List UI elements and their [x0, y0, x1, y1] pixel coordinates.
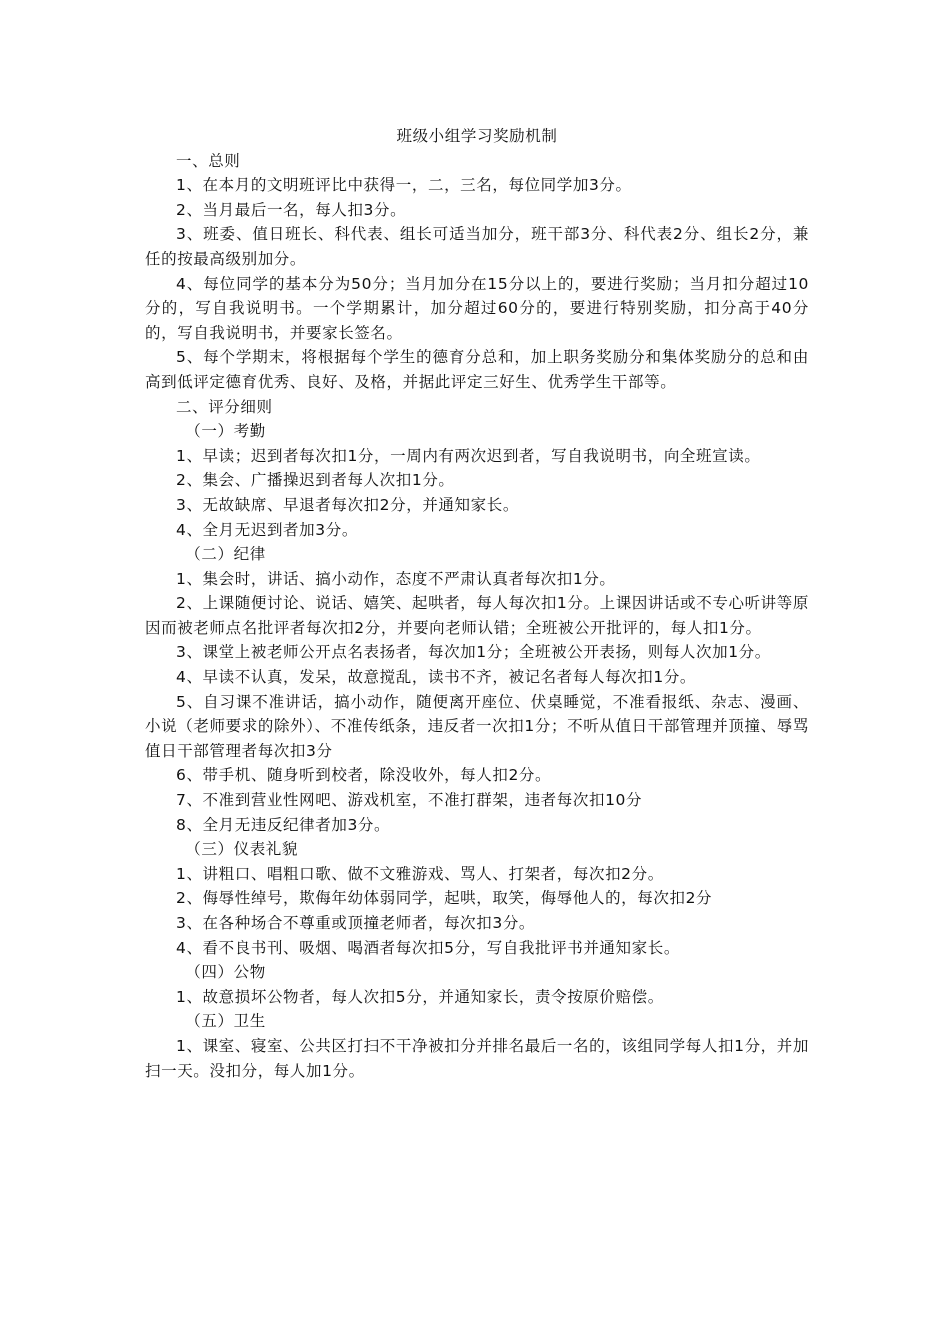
- paragraph: 2、上课随便讨论、说话、嬉笑、起哄者，每人每次扣1分。上课因讲话或不专心听讲等原因而被老师点名批评者每次扣2分，并要向老师认错；全班被公开批评的，每人扣1分。: [145, 594, 809, 637]
- paragraph: 1、讲粗口、唱粗口歌、做不文雅游戏、骂人、打架者，每次扣2分。: [176, 864, 664, 883]
- paragraph: 1、集会时，讲话、搞小动作，态度不严肃认真者每次扣1分。: [176, 569, 616, 588]
- section-heading-general: 一、总则: [176, 151, 241, 170]
- paragraph: 4、全月无迟到者加3分。: [176, 520, 358, 539]
- paragraph: 7、不准到营业性网吧、游戏机室，不准打群架，违者每次扣10分: [176, 791, 643, 810]
- paragraph: 2、集会、广播操迟到者每人次扣1分。: [176, 471, 455, 490]
- subsection-heading-public-property: （四）公物: [185, 963, 266, 982]
- paragraph: 4、看不良书刊、吸烟、喝酒者每次扣5分，写自我批评书并通知家长。: [176, 938, 680, 957]
- paragraph: 3、无故缺席、早退者每次扣2分，并通知家长。: [176, 495, 519, 514]
- paragraph: 2、侮辱性绰号，欺侮年幼体弱同学，起哄，取笑，侮辱他人的，每次扣2分: [176, 889, 713, 908]
- paragraph: 3、课堂上被老师公开点名表扬者，每次加1分；全班被公开表扬，则每人次加1分。: [176, 643, 771, 662]
- subsection-heading-hygiene: （五）卫生: [185, 1012, 266, 1031]
- paragraph: 1、在本月的文明班评比中获得一，二，三名，每位同学加3分。: [176, 176, 632, 195]
- paragraph: 4、早读不认真，发呆，故意搅乱，读书不齐，被记名者每人每次扣1分。: [176, 668, 697, 687]
- subsection-heading-manners: （三）仪表礼貌: [185, 840, 298, 859]
- paragraph: 4、每位同学的基本分为50分；当月加分在15分以上的，要进行奖励；当月扣分超过10分的，写自我说明书。一个学期累计，加分超过60分的，要进行特别奖励，扣分高于40分的，写自我说明书，并要家长签名。: [145, 274, 809, 342]
- section-heading-scoring-rules: 二、评分细则: [176, 397, 273, 416]
- paragraph: 1、故意损坏公物者，每人次扣5分，并通知家长，责令按原价赔偿。: [176, 987, 664, 1006]
- document-body: [145, 124, 809, 1083]
- paragraph: 6、带手机、随身听到校者，除没收外，每人扣2分。: [176, 766, 552, 785]
- document-title: 班级小组学习奖励机制: [396, 127, 558, 145]
- paragraph: 1、早读；迟到者每次扣1分，一周内有两次迟到者，写自我说明书，向全班宣读。: [176, 446, 761, 465]
- subsection-heading-attendance: （一）考勤: [185, 422, 266, 441]
- paragraph: 5、自习课不准讲话，搞小动作，随便离开座位、伏桌睡觉，不准看报纸、杂志、漫画、小说（老师要求的除外）、不准传纸条，违反者一次扣1分；不听从值日干部管理并顶撞、辱骂值日干部管理者每次扣3分: [145, 692, 809, 760]
- paragraph: 3、班委、值日班长、科代表、组长可适当加分，班干部3分、科代表2分、组长2分，兼任的按最高级别加分。: [145, 225, 809, 268]
- paragraph: 5、每个学期末，将根据每个学生的德育分总和，加上职务奖励分和集体奖励分的总和由高到低评定德育优秀、良好、及格，并据此评定三好生、优秀学生干部等。: [145, 348, 809, 391]
- paragraph: 2、当月最后一名，每人扣3分。: [176, 200, 407, 219]
- paragraph: 1、课室、寝室、公共区打扫不干净被扣分并排名最后一名的，该组同学每人扣1分，并加扫一天。没扣分，每人加1分。: [145, 1036, 809, 1080]
- paragraph: 3、在各种场合不尊重或顶撞老师者，每次扣3分。: [176, 914, 536, 932]
- subsection-heading-discipline: （二）纪律: [185, 545, 266, 564]
- paragraph: 8、全月无违反纪律者加3分。: [176, 815, 391, 834]
